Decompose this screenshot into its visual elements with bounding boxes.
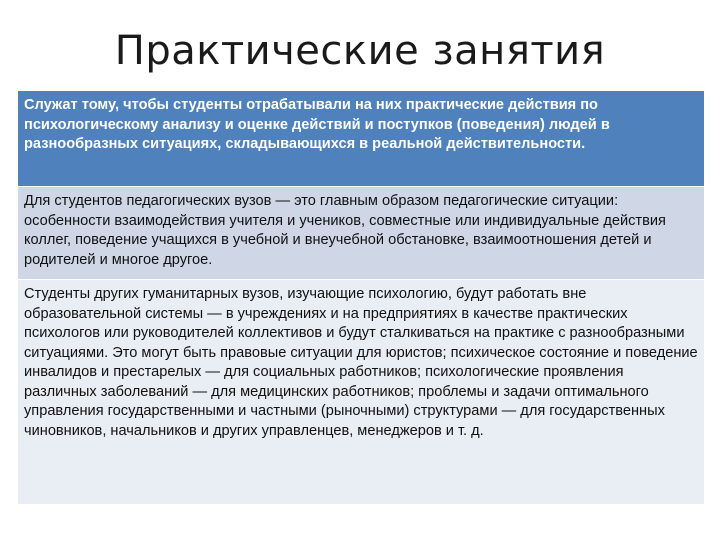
table-row-3: Студенты других гуманитарных вузов, изучающие психологию, будут работать вне образовательной системы — в учреждениях и на предприятиях в качестве практических психологов или руководителей коллективов и будут сталкиваться на практике с разнообразными ситуациями. Это могут быть правовые ситуации для юристов; психическое состояние и поведение инвалидов и престарелых — для социальных работников; психологические проявления различных заболеваний — для медицинских работников; проблемы и задачи оптимального управления государственными и частными (рыночными) структурами — для государственных чиновников, начальников и других управленцев, менеджеров и т. д. xyxy=(18,280,704,504)
slide-title: Практические занятия xyxy=(114,28,606,74)
table-row-2: Для студентов педагогических вузов — это главным образом педагогические ситуации: особенности взаимодействия учителя и учеников, совместные или индивидуальные действия коллег, поведение учащихся в учебной и внеучебной обстановке, взаимоотношения детей и родителей и многое другое. xyxy=(18,187,704,279)
table-row-1: Служат тому, чтобы студенты отрабатывали на них практические действия по психологическому анализу и оценке действий и поступков (поведения) людей в разнообразных ситуациях, складывающихся в реальной действительности. xyxy=(18,91,704,186)
